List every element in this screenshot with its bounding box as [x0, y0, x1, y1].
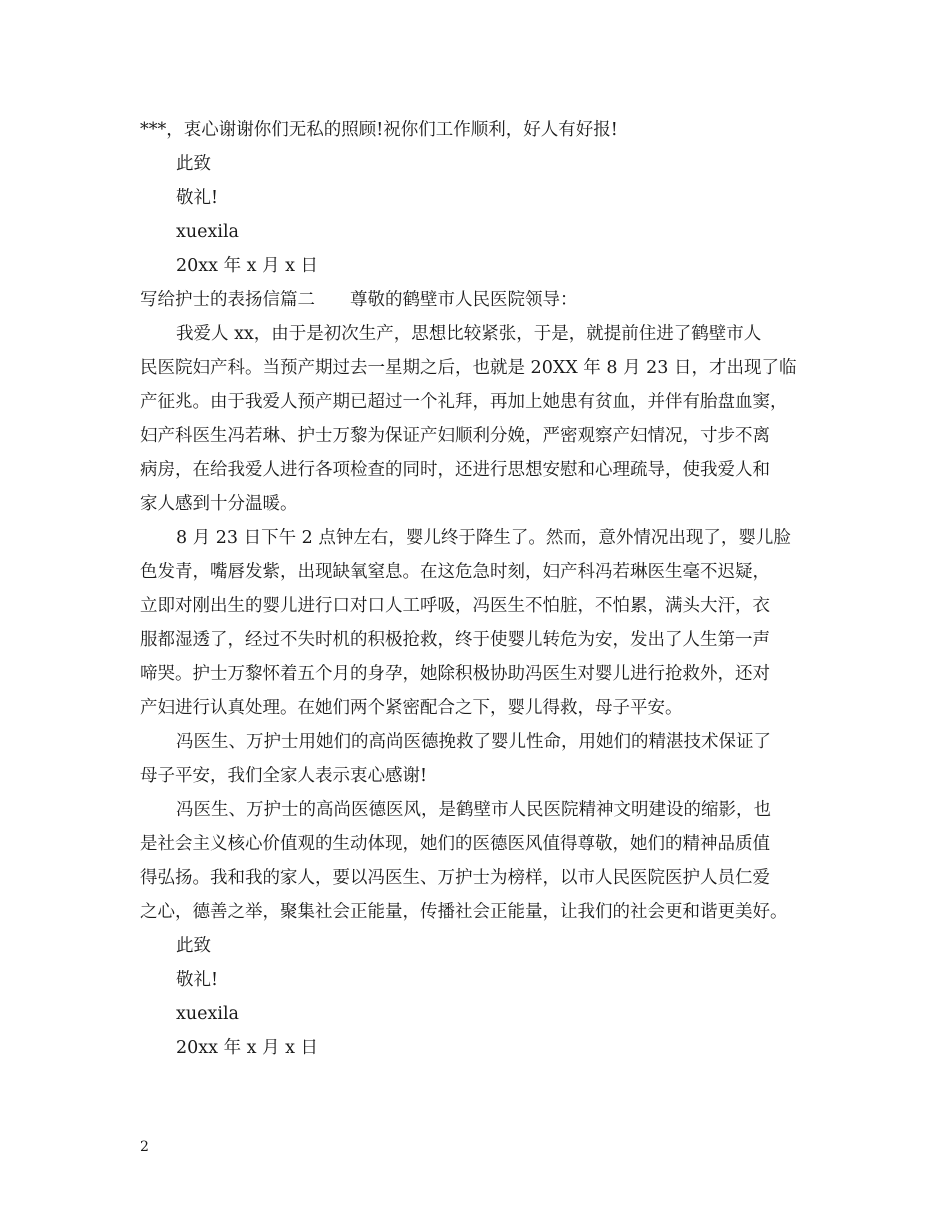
- text-line: 服都湿透了，经过不失时机的积极抢救，终于使婴儿转危为安，发出了人生第一声: [140, 630, 770, 650]
- text-line: 立即对刚出生的婴儿进行口对口人工呼吸，冯医生不怕脏，不怕累，满头大汗，衣: [140, 596, 770, 616]
- text-line: 产妇进行认真处理。在她们两个紧密配合之下，婴儿得救，母子平安。: [140, 698, 683, 718]
- text-line: ***，衷心谢谢你们无私的照顾!祝你们工作顺利，好人有好报!: [140, 120, 618, 140]
- text-line: 啼哭。护士万黎怀着五个月的身孕，她除积极协助冯医生对婴儿进行抢救外，还对: [140, 664, 770, 684]
- signature-line: xuexila: [176, 222, 239, 242]
- text-line: 家人感到十分温暖。: [140, 494, 298, 514]
- section-heading: 写给护士的表扬信篇二 尊敬的鹤壁市人民医院领导：: [140, 290, 578, 310]
- text-line: 之心，德善之举，聚集社会正能量，传播社会正能量，让我们的社会更和谐更美好。: [140, 902, 788, 922]
- signature-line: xuexila: [176, 1004, 239, 1024]
- text-line: 冯医生、万护士的高尚医德医风，是鹤壁市人民医院精神文明建设的缩影，也: [176, 800, 771, 820]
- date-line: 20xx 年 x 月 x 日: [176, 256, 319, 276]
- text-line: 病房，在给我爱人进行各项检查的同时，还进行思想安慰和心理疏导，使我爱人和: [140, 460, 770, 480]
- closing-line: 此致: [176, 154, 211, 174]
- salutation-line: 敬礼!: [176, 970, 219, 990]
- text-line: 得弘扬。我和我的家人，要以冯医生、万护士为榜样，以市人民医院医护人员仁爱: [140, 868, 770, 888]
- text-line: 产征兆。由于我爱人预产期已超过一个礼拜，再加上她患有贫血，并伴有胎盘血窦，: [140, 392, 788, 412]
- text-line: 色发青，嘴唇发紫，出现缺氧窒息。在这危急时刻，妇产科冯若琳医生毫不迟疑，: [140, 562, 770, 582]
- text-line: 妇产科医生冯若琳、护士万黎为保证产妇顺利分娩，严密观察产妇情况，寸步不离: [140, 426, 770, 446]
- salutation-line: 敬礼!: [176, 188, 219, 208]
- page-number: 2: [140, 1139, 149, 1155]
- text-line: 8 月 23 日下午 2 点钟左右，婴儿终于降生了。然而，意外情况出现了，婴儿脸: [176, 528, 791, 548]
- text-line: 是社会主义核心价值观的生动体现，她们的医德医风值得尊敬，她们的精神品质值: [140, 834, 770, 854]
- text-line: 民医院妇产科。当预产期过去一星期之后，也就是 20XX 年 8 月 23 日，才出现了临: [140, 358, 797, 378]
- text-line: 冯医生、万护士用她们的高尚医德挽救了婴儿性命，用她们的精湛技术保证了: [176, 732, 771, 752]
- text-line: 我爱人 xx，由于是初次生产，思想比较紧张，于是，就提前住进了鹤壁市人: [176, 324, 762, 344]
- closing-line: 此致: [176, 936, 211, 956]
- text-line: 母子平安，我们全家人表示衷心感谢!: [140, 766, 428, 786]
- date-line: 20xx 年 x 月 x 日: [176, 1038, 319, 1058]
